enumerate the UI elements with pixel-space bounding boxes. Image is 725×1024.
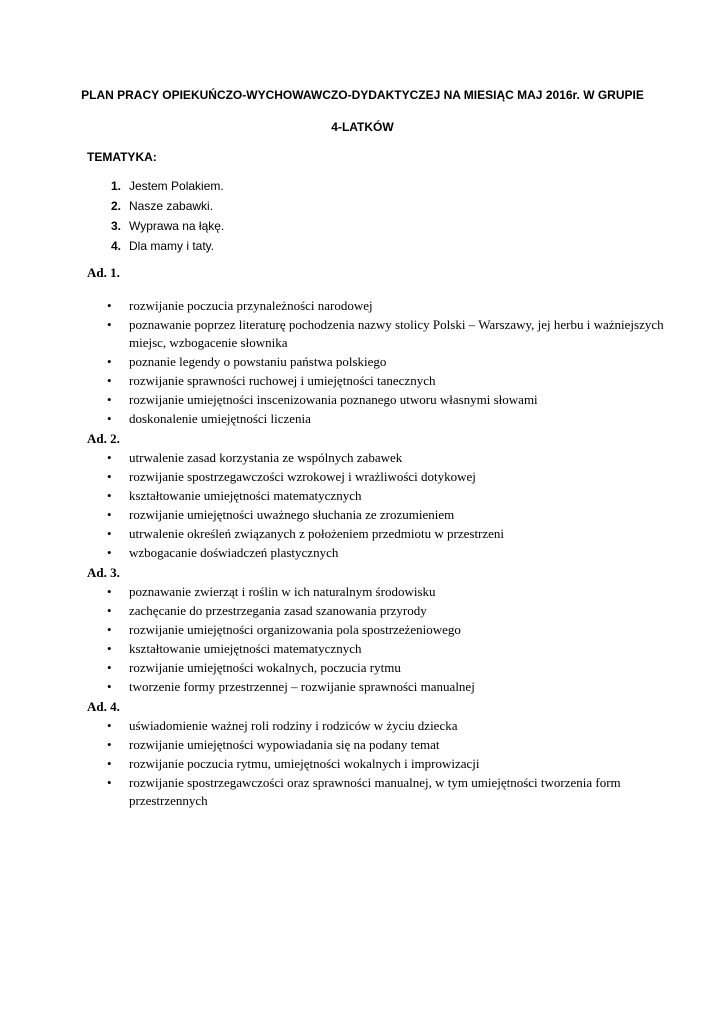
list-item-text: rozwijanie spostrzegawczości wzrokowej i wrażliwości dotykowej [129, 469, 476, 484]
list-item-text: rozwijanie umiejętności uważnego słuchania ze zrozumieniem [129, 507, 455, 522]
list-item-text: utrwalenie zasad korzystania ze wspólnych zabawek [129, 450, 403, 465]
sections-container [87, 263, 667, 811]
topics-heading: TEMATYKA: [87, 150, 157, 164]
list-item-text: rozwijanie umiejętności wokalnych, poczucia rytmu [129, 660, 401, 675]
list-item [87, 372, 667, 390]
topic-text: Dla mamy i taty. [129, 239, 215, 253]
document-title-line1: PLAN PRACY OPIEKUŃCZO-WYCHOWAWCZO-DYDAKTYCZEJ NA MIESIĄC MAJ 2016r. W GRUPIE [81, 88, 644, 102]
bullet-icon: • [107, 603, 112, 618]
list-item [87, 353, 667, 371]
list-item [87, 391, 667, 409]
list-item-text: tworzenie formy przestrzennej – rozwijanie sprawności manualnej [129, 679, 475, 694]
list-item-text: poznawanie poprzez literaturę pochodzenia nazwy stolicy Polski – Warszawy, jej herbu i ważniejszych miejsc, wzbogacenie słownika [129, 317, 664, 350]
topic-text: Jestem Polakiem. [129, 179, 224, 193]
list-item [87, 449, 667, 467]
bullet-icon: • [107, 775, 112, 790]
list-item [87, 410, 667, 428]
list-item [87, 774, 667, 810]
list-item [87, 678, 667, 696]
topic-number: 3. [110, 219, 121, 233]
bullet-icon: • [107, 641, 112, 656]
bullet-icon: • [107, 317, 112, 332]
bullet-icon: • [107, 469, 112, 484]
list-item-text: rozwijanie spostrzegawczości oraz sprawności manualnej, w tym umiejętności tworzenia form przestrzennych [129, 775, 621, 808]
topic-item [87, 216, 224, 236]
bullet-icon: • [107, 354, 112, 369]
list-item [87, 621, 667, 639]
document-title-line2: 4-LATKÓW [331, 120, 394, 134]
section-list-2 [87, 449, 667, 562]
bullet-icon: • [107, 660, 112, 675]
list-item [87, 602, 667, 620]
list-item-text: rozwijanie umiejętności wypowiadania się na podany temat [129, 737, 440, 752]
list-item-text: rozwijanie poczucia przynależności narodowej [129, 298, 373, 313]
bullet-icon: • [107, 488, 112, 503]
topic-text: Nasze zabawki. [129, 199, 214, 213]
section-list-1 [87, 297, 667, 428]
list-item [87, 506, 667, 524]
bullet-icon: • [107, 679, 112, 694]
bullet-icon: • [107, 373, 112, 388]
list-item-text: kształtowanie umiejętności matematycznych [129, 488, 362, 503]
bullet-icon: • [107, 526, 112, 541]
list-item [87, 583, 667, 601]
list-item [87, 659, 667, 677]
list-item-text: doskonalenie umiejętności liczenia [129, 411, 311, 426]
list-item-text: rozwijanie umiejętności organizowania pola spostrzeżeniowego [129, 622, 461, 637]
bullet-icon: • [107, 622, 112, 637]
bullet-icon: • [107, 392, 112, 407]
topic-item [87, 236, 224, 256]
list-item [87, 297, 667, 315]
topic-text: Wyprawa na łąkę. [129, 219, 225, 233]
bullet-icon: • [107, 450, 112, 465]
topic-item [87, 176, 224, 196]
list-item-text: rozwijanie umiejętności inscenizowania poznanego utworu własnymi słowami [129, 392, 538, 407]
list-item [87, 640, 667, 658]
bullet-icon: • [107, 298, 112, 313]
topic-number: 4. [110, 239, 121, 253]
section-heading-1: Ad. 1. [87, 265, 120, 280]
list-item [87, 316, 667, 352]
bullet-icon: • [107, 737, 112, 752]
bullet-icon: • [107, 756, 112, 771]
topic-item [87, 196, 224, 216]
list-item-text: poznawanie zwierząt i roślin w ich naturalnym środowisku [129, 584, 436, 599]
list-item-text: rozwijanie poczucia rytmu, umiejętności wokalnych i improwizacji [129, 756, 480, 771]
topic-number: 2. [110, 199, 121, 213]
list-item [87, 736, 667, 754]
list-item-text: utrwalenie określeń związanych z położeniem przedmiotu w przestrzeni [129, 526, 505, 541]
list-item-text: zachęcanie do przestrzegania zasad szanowania przyrody [129, 603, 427, 618]
bullet-icon: • [107, 411, 112, 426]
list-item [87, 468, 667, 486]
list-item-text: poznanie legendy o powstaniu państwa polskiego [129, 354, 387, 369]
list-item [87, 717, 667, 735]
list-item-text: kształtowanie umiejętności matematycznych [129, 641, 362, 656]
section-list-3 [87, 583, 667, 696]
section-heading-3: Ad. 3. [87, 565, 120, 580]
section-heading-2: Ad. 2. [87, 431, 120, 446]
bullet-icon: • [107, 507, 112, 522]
list-item [87, 487, 667, 505]
topics-list [87, 176, 224, 256]
topic-number: 1. [110, 179, 121, 193]
list-item [87, 755, 667, 773]
bullet-icon: • [107, 718, 112, 733]
section-heading-4: Ad. 4. [87, 699, 120, 714]
list-item [87, 525, 667, 543]
list-item [87, 544, 667, 562]
section-list-4 [87, 717, 667, 810]
bullet-icon: • [107, 584, 112, 599]
list-item-text: wzbogacanie doświadczeń plastycznych [129, 545, 339, 560]
list-item-text: uświadomienie ważnej roli rodziny i rodziców w życiu dziecka [129, 718, 458, 733]
bullet-icon: • [107, 545, 112, 560]
list-item-text: rozwijanie sprawności ruchowej i umiejętności tanecznych [129, 373, 436, 388]
